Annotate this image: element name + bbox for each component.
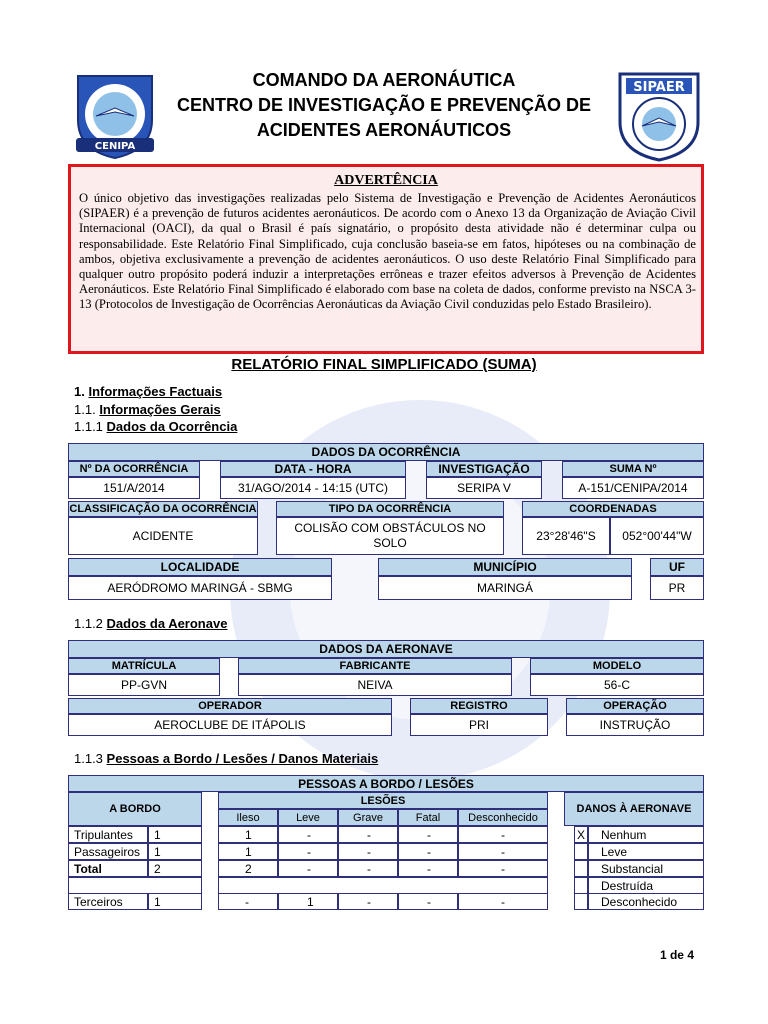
value-municipio: MARINGÁ [378,576,632,600]
row-leve: - [278,860,338,877]
aircraft-header: DADOS DA AERONAVE [68,640,704,658]
label-suma: SUMA Nº [562,461,704,477]
row-ileso: 1 [218,843,278,860]
label-coordenadas: COORDENADAS [522,501,704,517]
label-investigacao: INVESTIGAÇÃO [426,461,542,477]
row-grave: - [338,893,398,910]
warning-text: O único objetivo das investigações realizadas pelo Sistema de Investigação e Prevenção de Acidentes Aeronáuticos (SIPAER) é a prevenção de futuros acidentes aeronáuticos. De acordo com o Anexo 13 da Organização de Aviação Civil Internacional (OACI), da qual o Brasil é país signatário, o propósito desta atividade não é determinar culpa ou responsabilidade. Este Relatório Final Simplificado, cuja conclusão baseia-se em fatos, hipóteses ou na combinação de ambos, objetiva exclusivamente a prevenção de acidentes aeronáuticos. O uso deste Relatório Final Simplificado para qualquer outro propósito poderá induzir a interpretações errôneas e trazer efeitos adversos à Prevenção de Acidentes Aeronáuticos. Este Relatório Final Simplificado é elaborado com base na coleta de dados, conforme previsto na NSCA 3-13 (Protocolos de Investigação de Ocorrências Aeronáuticas da Aviação Civil conduzidas pelo Estado Brasileiro). [79,191,696,312]
row-grave: - [338,860,398,877]
label-modelo: MODELO [530,658,704,674]
value-latitude: 23°28'46"S [522,517,610,555]
value-tipo: COLISÃO COM OBSTÁCULOS NO SOLO [276,517,504,555]
damage-label: Nenhum [588,826,704,843]
row-grave: - [338,826,398,843]
row-blank [68,877,202,894]
value-matricula: PP-GVN [68,674,220,696]
row-label: Terceiros [68,893,148,910]
damage-mark [574,860,588,877]
label-registro: REGISTRO [410,698,548,714]
row-total: 2 [148,860,202,877]
damage-mark [574,893,588,910]
label-fabricante: FABRICANTE [238,658,512,674]
row-label: Passageiros [68,843,148,860]
persons-danos-header: DANOS À AERONAVE [564,792,704,826]
value-registro: PRI [410,714,548,736]
value-fabricante: NEIVA [238,674,512,696]
label-operacao: OPERAÇÃO [566,698,704,714]
value-operacao: INSTRUÇÃO [566,714,704,736]
value-localidade: AERÓDROMO MARINGÁ - SBMG [68,576,332,600]
row-ileso: 1 [218,826,278,843]
col-grave: Grave [338,809,398,826]
value-operador: AEROCLUBE DE ITÁPOLIS [68,714,392,736]
persons-header: PESSOAS A BORDO / LESÕES [68,775,704,792]
damage-label: Destruída [588,877,704,894]
value-longitude: 052°00'44"W [610,517,704,555]
page-number: 1 de 4 [659,948,694,962]
row-fatal: - [398,860,458,877]
damage-mark [574,877,588,894]
section-1-1-3: 1.1.3 Pessoas a Bordo / Lesões / Danos Materiais [74,751,379,766]
damage-label: Desconhecido [588,893,704,910]
row-leve: - [278,843,338,860]
label-municipio: MUNICÍPIO [378,558,632,576]
occurrence-header: DADOS DA OCORRÊNCIA [68,443,704,461]
row-desconhecido: - [458,826,548,843]
row-grave: - [338,843,398,860]
header-line-3: ACIDENTES AERONÁUTICOS [256,120,512,140]
row-total: 1 [148,893,202,910]
col-leve: Leve [278,809,338,826]
row-desconhecido: - [458,893,548,910]
damage-label: Leve [588,843,704,860]
damage-mark [574,843,588,860]
value-uf: PR [650,576,704,600]
row-fatal: - [398,826,458,843]
section-1-1: 1.1. Informações Gerais [74,402,221,417]
damage-label: Substancial [588,860,704,877]
svg-text:CENIPA: CENIPA [94,141,136,152]
col-ileso: Ileso [218,809,278,826]
warning-box [68,164,704,354]
row-fatal: - [398,843,458,860]
svg-text:SIPAER: SIPAER [633,80,685,95]
value-suma: A-151/CENIPA/2014 [562,477,704,499]
value-classificacao: ACIDENTE [68,517,258,555]
row-fatal: - [398,893,458,910]
row-ileso: - [218,893,278,910]
row-desconhecido: - [458,843,548,860]
value-data: 31/AGO/2014 - 14:15 (UTC) [220,477,406,499]
row-label: Tripulantes [68,826,148,843]
label-operador: OPERADOR [68,698,392,714]
label-data: DATA - HORA [220,461,406,477]
row-ileso: 2 [218,860,278,877]
persons-lesoes-header: LESÕES [218,792,548,809]
header-line-2: CENTRO DE INVESTIGAÇÃO E PREVENÇÃO DE [176,95,592,115]
warning-title: ADVERTÊNCIA [334,173,438,188]
section-1: 1. Informações Factuais [74,384,223,399]
label-numero: Nº DA OCORRÊNCIA [68,461,200,477]
persons-a-bordo-header: A BORDO [68,792,202,826]
report-title: RELATÓRIO FINAL SIMPLIFICADO (SUMA) [231,356,537,373]
label-uf: UF [650,558,704,576]
section-1-1-2: 1.1.2 Dados da Aeronave [74,616,228,631]
row-leve: - [278,826,338,843]
row-total: 1 [148,843,202,860]
row-leve: 1 [278,893,338,910]
damage-mark: X [574,826,588,843]
value-numero: 151/A/2014 [68,477,200,499]
row-label: Total [68,860,148,877]
col-desconhecido: Desconhecido [458,809,548,826]
label-localidade: LOCALIDADE [68,558,332,576]
header-line-1: COMANDO DA AERONÁUTICA [252,70,516,90]
row-desconhecido: - [458,860,548,877]
label-tipo: TIPO DA OCORRÊNCIA [276,501,504,517]
value-modelo: 56-C [530,674,704,696]
section-1-1-1: 1.1.1 Dados da Ocorrência [74,419,238,434]
col-fatal: Fatal [398,809,458,826]
row-blank [218,877,548,894]
label-matricula: MATRÍCULA [68,658,220,674]
label-classificacao: CLASSIFICAÇÃO DA OCORRÊNCIA [69,503,257,515]
value-investigacao: SERIPA V [426,477,542,499]
row-total: 1 [148,826,202,843]
